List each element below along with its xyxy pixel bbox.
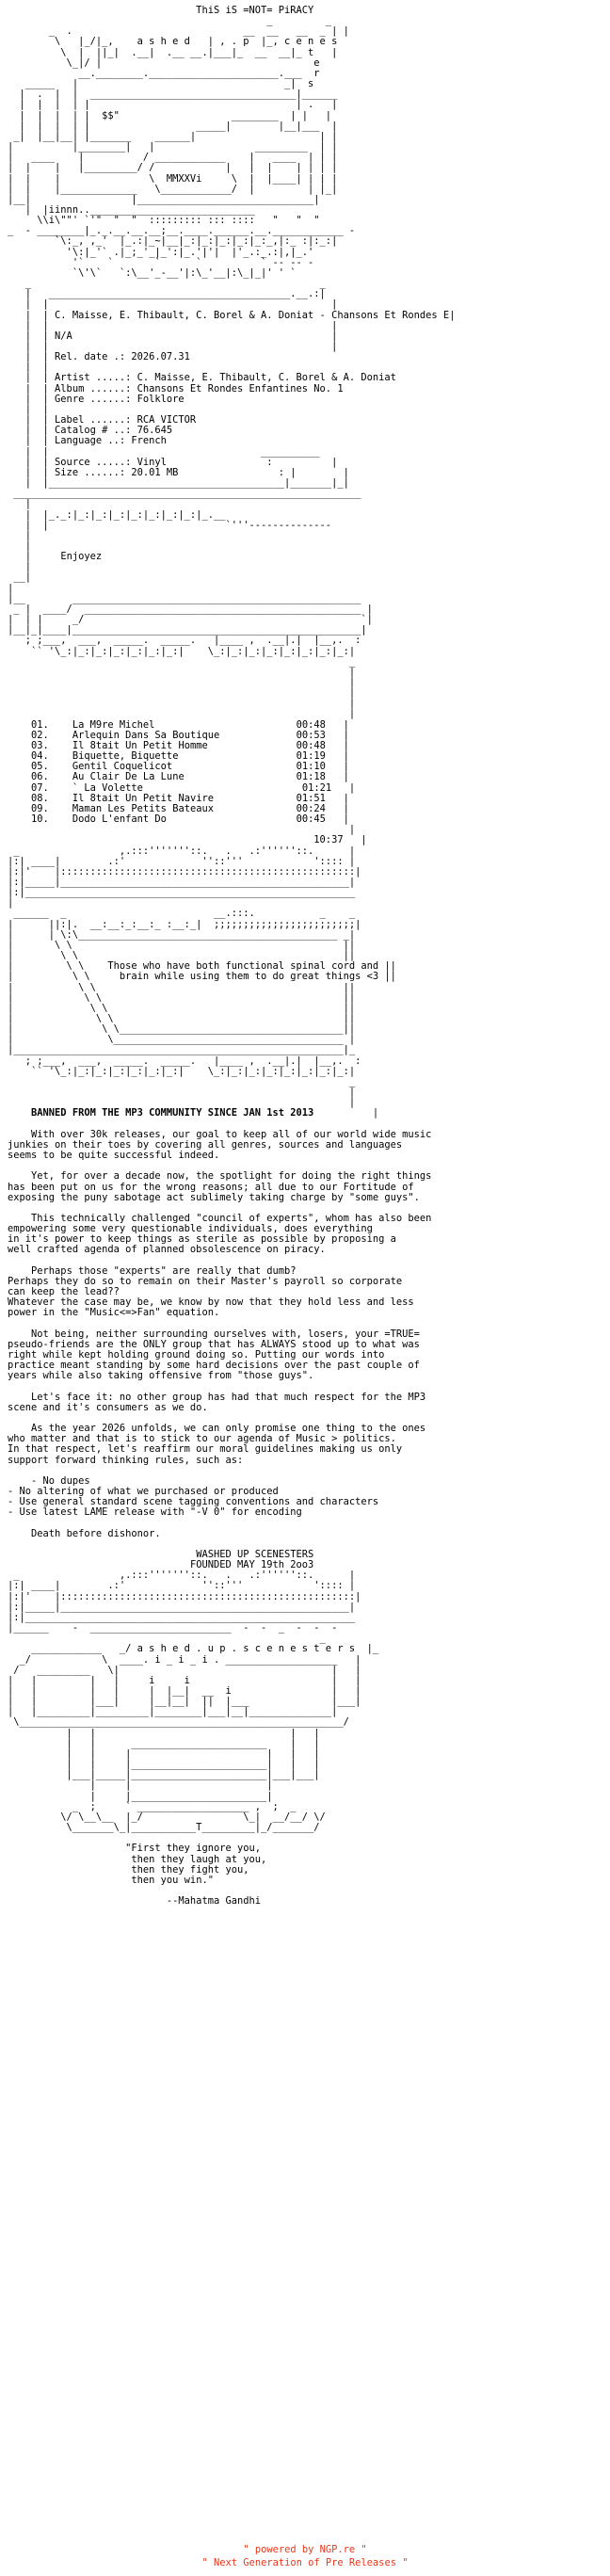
track-num-9: 09. bbox=[31, 802, 49, 814]
track-time-5: 01:10 bbox=[296, 761, 326, 773]
track-time-6: 01:18 bbox=[296, 771, 326, 783]
track-num-10: 10. bbox=[31, 813, 49, 826]
track-title-5: Gentil Coquelicot bbox=[72, 761, 173, 773]
track-num-5: 05. bbox=[31, 761, 49, 773]
washed-up-signoff: WASHED UP SCENESTERS bbox=[196, 1548, 314, 1560]
track-time-3: 00:48 bbox=[296, 739, 326, 751]
track-num-3: 03. bbox=[31, 739, 49, 751]
paragraph-6: Let's face it: no other group has had that much respect for the MP3 scene and it's consumers as we do. bbox=[8, 1391, 426, 1413]
paragraph-7: As the year 2026 unfolds, we can only promise one thing to the ones who matter and that is to stick to our agenda of Music > politics. In that respect, let's reaffirm our moral guidelines making us only support forward thinking rules, such as: bbox=[8, 1423, 426, 1466]
track-title-1: La M9re Michel bbox=[72, 718, 155, 731]
artist-field: Artist .....: C. Maisse, E. Thibault, C. Borel & A. Doniat bbox=[55, 372, 396, 384]
paragraph-2: Yet, for over a decade now, the spotlight for doing the right things has been put on us for the wrong reasons; all due to our Fortitude of exposing the puny sabotage act sublimely taking charge by "some guys". bbox=[8, 1170, 432, 1203]
track-title-10: Dodo L'enfant Do bbox=[72, 813, 167, 826]
paragraph-4: Perhaps those "experts" are really that dumb? Perhaps they do so to remain on their Master's payroll so corporate can keep the lead?? Whatever the case may be, we know by now that they hold less and less power in the "Music<=>Fan" equation. bbox=[8, 1264, 414, 1319]
founded-line: FOUNDED MAY 19th 2oo3 bbox=[189, 1559, 314, 1571]
source-field: Source .....: Vinyl bbox=[55, 456, 167, 468]
gandhi-quote-line-3: then they fight you, bbox=[131, 1863, 249, 1876]
track-num-2: 02. bbox=[31, 729, 49, 741]
genre-field: Genre ......: Folklore bbox=[55, 393, 185, 405]
release-title: C. Maisse, E. Thibault, C. Borel & A. Doniat - Chansons Et Rondes E bbox=[55, 309, 450, 321]
paragraph-1: With over 30k releases, our goal to keep all of our world wide music junkies on their toes by covering all genres, sources and languages seems to be quite successful indeed. bbox=[8, 1128, 432, 1162]
gandhi-quote-line-2: then they laugh at you, bbox=[131, 1853, 267, 1865]
track-time-9: 00:24 bbox=[296, 802, 326, 814]
track-num-4: 04. bbox=[31, 750, 49, 763]
catalog-field: Catalog # ..: 76.645 bbox=[55, 425, 173, 437]
track-time-4: 01:19 bbox=[296, 750, 326, 763]
track-time-2: 00:53 bbox=[296, 729, 326, 741]
track-num-1: 01. bbox=[31, 718, 49, 731]
track-num-6: 06. bbox=[31, 771, 49, 783]
track-title-6: Au Clair De La Lune bbox=[72, 771, 185, 783]
na-field: N/A bbox=[55, 330, 72, 342]
powered-by-footer: " powered by NGP.re " bbox=[243, 2544, 367, 2555]
gandhi-quote-line-4: then you win." bbox=[131, 1874, 214, 1886]
album-field: Album ......: Chansons Et Rondes Enfantines No. 1 bbox=[55, 382, 344, 394]
spinal-quote-line-1: Those who have both functional spinal cord and bbox=[107, 960, 379, 973]
track-time-10: 00:45 bbox=[296, 813, 326, 826]
enjoy-text: Enjoyez bbox=[60, 551, 103, 563]
paragraph-3: This technically challenged "council of experts", whom has also been empowering some very questionable individuals, does everything in it's power to keep things as sterile as possible by proposing a well crafted agenda of planned obsolescence on piracy. bbox=[8, 1212, 432, 1256]
track-title-4: Biquette, Biquette bbox=[72, 750, 179, 763]
top-banner: ThiS iS =NOT= PiRACY _ _ _ . __ __ __ _ | | \ |_/|_, a s h e d | , . p |_, c e n e s \ | ||_| .__| .__ __.|___|_ __ __|_ t | \_|/ | e __.________.______________________.___ r _____ | _| s | . | | ___________________________________|______ | | | | | | . | bbox=[19, 6, 349, 111]
track-num-7: 07. bbox=[31, 781, 49, 794]
bottom-logo-text: _/ a s h e d . u p . s c e n e s t e r s bbox=[119, 1643, 356, 1655]
tagline-footer: " Next Generation of Pre Releases " bbox=[201, 2557, 409, 2568]
ascii-logo: | | | | | $$" ________ | | | | | | | | _____| |__|___ | _| |__|__| |_______ ______| | | | |________| | _________ | | | ____ | / ____________ | ____ | | | | | | |_________/ / | | | | | | | | | | \ MMXXVi \ | |____| | | | | | |_____________ \____________/ | | |_| |__| |______________________________| | |iinnn..____________________________ \\i\""' `'" " " ::::::::: ::: :::: " " " _ - ________|_._.__.__.__;__.____.______.__.____________ - `\:_, ,_' |_.:|_~|__|_:|_:|_:|_:|_:_,|:_ :|:_:| '\:|_'` .|_;_'_|_':|_.'|'| |'_.:_.:|,|_.' '` ` ` ` ` -- -- - bbox=[8, 109, 356, 268]
total-time: 10:37 bbox=[313, 834, 344, 846]
paragraph-5: Not being, neither surrounding ourselves with, losers, your =TRUE= pseudo-friends are the ONLY group that has ALWAYS stood up to what was right while kept holding ground doing so. Putting our words into practice meant standing by some hard decisions over the past couple of years while also taking offensive from "those guys". bbox=[8, 1328, 420, 1382]
death-line: Death before dishonor. bbox=[31, 1527, 161, 1539]
rules-list: - No dupes - No altering of what we purchased or produced - Use general standard scene tagging conventions and characters - Use latest LAME release with "-V 0" for encoding bbox=[8, 1474, 379, 1519]
spinal-quote-line-2: brain while using them to do great things <3 bbox=[119, 971, 379, 983]
language-field: Language ..: French bbox=[55, 435, 167, 447]
track-title-3: Il 8tait Un Petit Homme bbox=[72, 739, 208, 751]
gandhi-quote-author: --Mahatma Gandhi bbox=[166, 1895, 261, 1908]
track-num-8: 08. bbox=[31, 792, 49, 804]
label-field: Label ......: RCA VICTOR bbox=[55, 414, 197, 427]
release-date: Rel. date .: 2026.07.31 bbox=[55, 351, 190, 363]
track-title-7: ` La Volette bbox=[72, 781, 143, 794]
track-title-9: Maman Les Petits Bateaux bbox=[72, 802, 214, 814]
gandhi-quote-line-1: "First they ignore you, bbox=[125, 1843, 262, 1855]
track-title-8: Il 8tait Un Petit Navire bbox=[72, 792, 214, 804]
size-field: Size ......: 20.01 MB bbox=[55, 466, 179, 478]
track-time-1: 00:48 bbox=[296, 718, 326, 731]
banned-heading: BANNED FROM THE MP3 COMMUNITY SINCE JAN 1st 2013 bbox=[31, 1107, 314, 1119]
nfo-document: ThiS iS =NOT= PiRACY _ _ _ . __ __ __ _ | | \ |_/|_, a s h e d | , . p |_, c e n e s \ | ||_| .__| .__ __.|___|_ __ __|_ t | \_|/ | e __.________.______________________.___ r _____ | _| s | . | | ___________________________________|______ | | | | | | . | | | | | | $$" ________ | | | | | | | | _____| |__|___ | _| |__|__| |_______ ______| | | | |________| | _________ | | | ____ | / ____________ | ____ | | | | | | |_________/ / | | | | | | | | | | \ MMXXVi \ | |____| | | | | | |_____________ \____________/ | | |_| |__| |______________________________| | |iinnn..____________________________ \\i\""' `'" " " ::::::::: ::: :::: " " " _ - ________|_._.__.__.__;__.____.______.__.____________ - `\:_, ,_' |_.:|_~|__|_:|_:|_:|_:|_:_,|:_ :|:_:| '\:|_'` .|_;_'_|_':|_.'|'| |'_.:_.:|,|_.' '` ` ` ` ` -- -- - `\'\` `:\__'_-__'|:\_'__|:\_|_|' ' ` _ _ | _________________________________________.__.:| | | | | | C. Maisse, E. Thibault, C. Borel & A. Doniat - Chansons Et Rondes E| | | | | | N/A | | | | | | Rel. date .: 2026.07.31 | | | | Artist .....: C. Maisse, E. Thibault, C. Borel & A. Doniat | | Album ......: Chansons Et Rondes Enfantines No. 1 | | Genre ......: Folklore | | | | Label ......: RCA VICTOR | | Catalog # ..: 76.645 | | Language ..: French | | __________ | | Source .....: Vinyl : | | | Size ......: 20.01 MB : | | | |________________________________________|_______|_| ___________________________________________________________ | | |_._:|_:|_:|_:|_:|_:|_:|_:|_.__ | | `'''-------------- | | | Enjoyez | __| | |__ _________________________________________________ _ | ____/ _______________________________________________ | | | | _/ `| |__|_|____|_________________________________________________| ; ;___, ___, _____. _____. |____ , .__|.| |__,. : `` '\_:|_:|_:|_:|_:|_:|_:| \_:|_:|_:|_:|_:|_:|_:|_:| _ | | | | | 01. La M9re Michel 00:48 | 02. Arlequin Dans Sa Boutique 00:53 | 03. Il 8tait Un Petit Homme 00:48 | 04. Biquette, Biquette 01:19 | 05. Gentil Coquelicot 01:10 | 06. Au Clair De La Lune 01:18 | 07. ` La Volette 01:21 | 08. Il 8tait Un Petit Navire 01:51 | 09. Maman Les Petits Bateaux 00:24 | 10. Dodo L'enfant Do 00:45 | | 10:37 | _ ,.:::'''''''::. . .:''''''::. | |:| ____| .:' ''::''' ':::: | |:|' |::::::::::::::::::::::::::::::::::::::::::::::::::| |:|_____|_________________________________________________| |:|________________________________________________________ | ______ _ __.:::. _ _ | ||:|. __:__:_:__:_ :__:_| ;;;;;;;;;;;;;;;;;;;;;;;;| | | \:\____________________________________________ _| | \ \ || | \ \ || | \ \ Those who have both functional spinal cord and || | \ \ brain while using them to do great things <3 || | \ \ || | \ \ || | \ \ || | \ \ || | \ \______________________________________|| | \_______________________________________ | |________________________________________________________|_ ; ;___, ___, _____. _____. |____ , .__|.| |__,. : `` '\_:|_:|_:|_:|_:|_:|_:| \_:|_:|_:|_:|_:|_:|_:|_:| _ | | BANNED FROM THE MP3 COMMUNITY SINCE JAN 1st 2013 | With over 30k releases, our goal to keep all of our world wide music junkies on their toes by covering all genres, sources and languages seems to be quite successful indeed. Yet, for over a decade now, the spotlight for doing the right things has been put on us for the wrong reasons; all due to our Fortitude of exposing the puny sabotage act sublimely taking charge by "some guys". This technically challenged "council of experts", whom has also been empowering some very questionable individuals, does everything in it's power to keep things as sterile as possible by proposing a well crafted agenda of planned obsolescence on piracy. Perhaps those "experts" are really that dumb? Perhaps they do so to remain on their Master's payroll so corporate can keep the lead?? Whatever the case may be, we know by now that they hold less and less power in the "Music<=>Fan" equation. Not being, neither surrounding ourselves with, losers, your =TRUE= pseudo-friends are the ONLY group that has ALWAYS stood up to what was right while kept holding ground doing so. Putting our words into practice meant standing by some hard decisions over the past couple of years while also taking offensive from "those guys". Let's face it: no other group has had that much respect for the MP3 scene and it's consumers as we do. As the year 2026 unfolds, we can only promise one thing to the ones who matter and that is to stick to our agenda of Music > politics. In that respect, let's reaffirm our moral guidelines making us only support forward thinking rules, such as: - No dupes - No altering of what we purchased or produced - Use general standard scene tagging conventions and characters - Use latest LAME release with "-V 0" for encoding Death before dishonor. WASHED UP SCENESTERS FOUNDED MAY 19th 2oo3 _ ,.:::'''''''::. . .:''''''::. | |:| ____| .:' ''::''' ':::: | |:|' |::::::::::::::::::::::::::::::::::::::::::::::::::| |:|_____|_________________________________________________| |:|________________________________________________________ |______ - ________________________ - - _ - - - _ ____________ _/ a s h e d . u p . s c e n e s t e r s |_ _/ \ ____. i _ i _ i . ___________________ | / _________ \| | | | | | | i i | | | | | | | |__| __ i | | | | |___| |__|__| || |___ |___| | |_________|_________|________|___|__|______________| \_______________________________________________________/ | | | | | | _______________________ | | | | | | | | | | |_______________________| | | |___|_____|_______________________|___|___| | | | | |_______________________| _ ; ` ___________________ , ; _ \/ \__\__ |_/ \_| __/__/ \/ \_______\_|___________T_________|_/_______/ "First they ignore you, then they laugh at you, then they fight you, then you win." --Mahatma Gandhi bbox=[8, 6, 456, 1908]
track-title-2: Arlequin Dans Sa Boutique bbox=[72, 729, 220, 741]
track-time-7: 01:21 bbox=[301, 781, 332, 794]
track-time-8: 01:51 bbox=[296, 792, 326, 804]
